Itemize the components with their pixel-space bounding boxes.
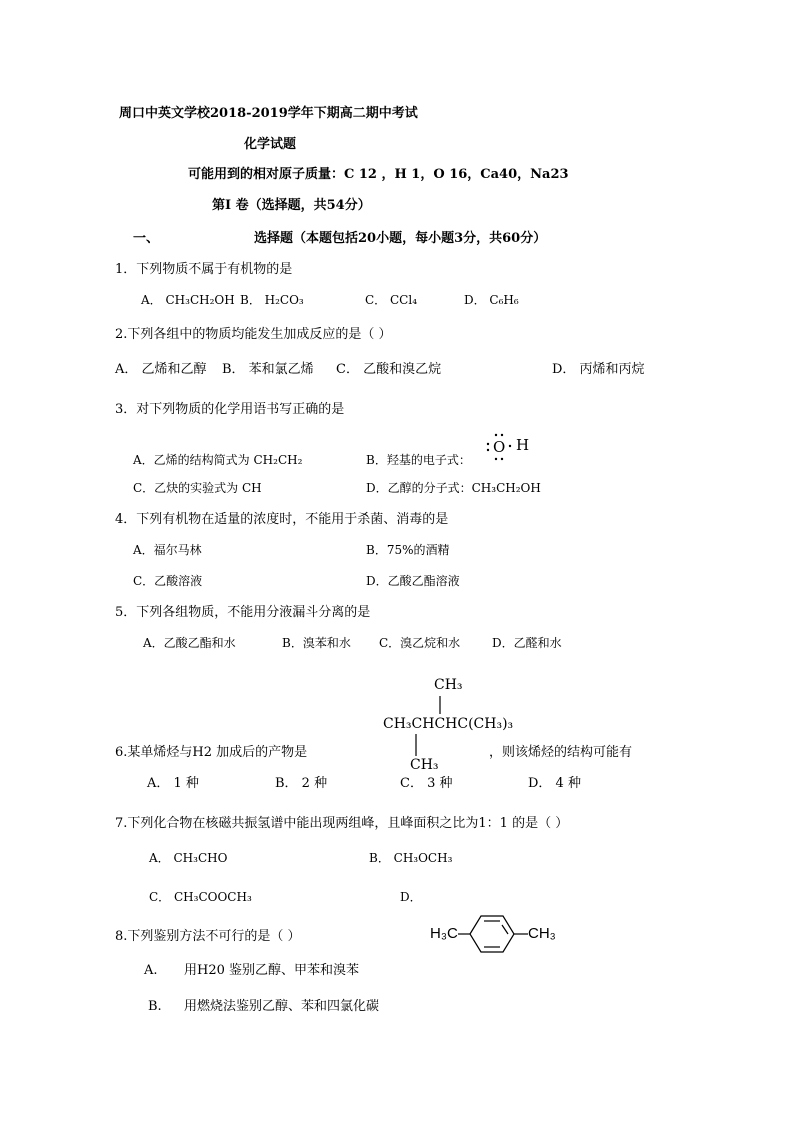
question-1-option-c: C． CCl₄ xyxy=(365,293,418,307)
question-5-option-c: C．溴乙烷和水 xyxy=(379,636,461,650)
question-2-option-d: D． 丙烯和丙烷 xyxy=(552,362,645,377)
section-description: 选择题（本题包括20小题，每小题3分，共60分） xyxy=(254,231,547,246)
question-2-option-c: C． 乙酸和溴乙烷 xyxy=(336,362,442,377)
question-3-option-a: A．乙烯的结构简式为 CH₂CH₂ xyxy=(133,453,303,467)
question-6-stem: 6.某单烯烃与H2 加成后的产物是 xyxy=(115,745,308,760)
question-2-option-b: B． 苯和氯乙烯 xyxy=(222,362,314,377)
methyl-bottom: CH₃ xyxy=(410,757,439,773)
question-4-option-d: D．乙酸乙酯溶液 xyxy=(366,574,460,588)
p-xylene-structure xyxy=(430,912,560,956)
hydroxyl-electron-dot-formula xyxy=(486,432,536,464)
p-xylene-left-methyl: H₃C xyxy=(430,925,458,942)
question-1-option-d: D． C₆H₆ xyxy=(464,293,519,307)
subject-title: 化学试题 xyxy=(244,137,297,152)
question-7-option-c: C． CH₃COOCH₃ xyxy=(149,890,252,904)
methyl-top: CH₃ xyxy=(434,677,463,693)
question-5-option-b: B．溴苯和水 xyxy=(282,636,351,650)
question-5-stem: 5．下列各组物质，不能用分液漏斗分离的是 xyxy=(115,605,371,620)
question-6-option-d: D． 4 种 xyxy=(528,776,581,791)
question-8-option-b: 用燃烧法鉴别乙醇、苯和四氯化碳 xyxy=(184,999,380,1014)
question-6-structural-formula xyxy=(380,676,520,776)
question-3-option-d: D．乙醇的分子式：CH₃CH₂OH xyxy=(366,481,541,495)
question-7-option-b: B． CH₃OCH₃ xyxy=(369,851,453,865)
question-8-option-a: 用H20 鉴别乙醇、甲苯和溴苯 xyxy=(184,963,360,978)
question-7-stem: 7.下列化合物在核磁共振氢谱中能出现两组峰，且峰面积之比为1：1 的是（ ） xyxy=(115,816,569,831)
section-number: 一、 xyxy=(133,231,160,246)
question-8-option-a-letter: A. xyxy=(144,963,158,978)
volume-title: 第Ⅰ 卷（选择题，共54分） xyxy=(212,198,371,213)
question-4-option-c: C．乙酸溶液 xyxy=(133,574,203,588)
question-1-option-b: B． H₂CO₃ xyxy=(240,293,304,307)
question-4-stem: 4．下列有机物在适量的浓度时，不能用于杀菌、消毒的是 xyxy=(115,512,449,527)
question-6-option-b: B． 2 种 xyxy=(275,776,328,791)
question-2-stem: 2.下列各组中的物质均能发生加成反应的是（ ） xyxy=(115,327,392,342)
question-3-option-c: C．乙炔的实验式为 CH xyxy=(133,481,262,495)
question-8-stem: 8.下列鉴别方法不可行的是（ ） xyxy=(115,929,301,944)
question-6-option-c: C． 3 种 xyxy=(400,776,453,791)
question-7-option-a: A． CH₃CHO xyxy=(149,851,228,865)
question-5-option-d: D．乙醛和水 xyxy=(492,636,562,650)
question-6-stem-tail: ，则该烯烃的结构可能有 xyxy=(489,745,633,760)
question-5-option-a: A．乙酸乙酯和水 xyxy=(143,636,236,650)
oxygen-atom: O xyxy=(493,438,506,456)
question-3-stem: 3．对下列物质的化学用语书写正确的是 xyxy=(115,402,345,417)
electron-dots xyxy=(486,432,516,464)
p-xylene-right-methyl: CH₃ xyxy=(528,925,556,942)
school-title: 周口中英文学校2018-2019学年下期高二期中考试 xyxy=(119,106,418,121)
question-3-option-b: B．羟基的电子式： xyxy=(366,453,471,467)
question-2-option-a: A． 乙烯和乙醇 xyxy=(115,362,207,377)
question-1-option-a: A． CH₃CH₂OH xyxy=(141,293,235,307)
question-8-option-b-letter: B. xyxy=(148,999,162,1014)
hydrogen-atom: H xyxy=(516,436,530,454)
question-7-option-d: D． xyxy=(400,890,422,904)
atomic-mass-line: 可能用到的相对原子质量：C 12 ，H 1，O 16，Ca40，Na23 xyxy=(188,167,569,182)
question-4-option-a: A．福尔马林 xyxy=(133,543,202,557)
question-1-stem: 1．下列物质不属于有机物的是 xyxy=(115,262,293,277)
main-chain: CH₃CHCHC(CH₃)₃ xyxy=(383,716,514,732)
question-6-option-a: A． 1 种 xyxy=(147,776,199,791)
question-4-option-b: B．75%的酒精 xyxy=(366,543,450,557)
